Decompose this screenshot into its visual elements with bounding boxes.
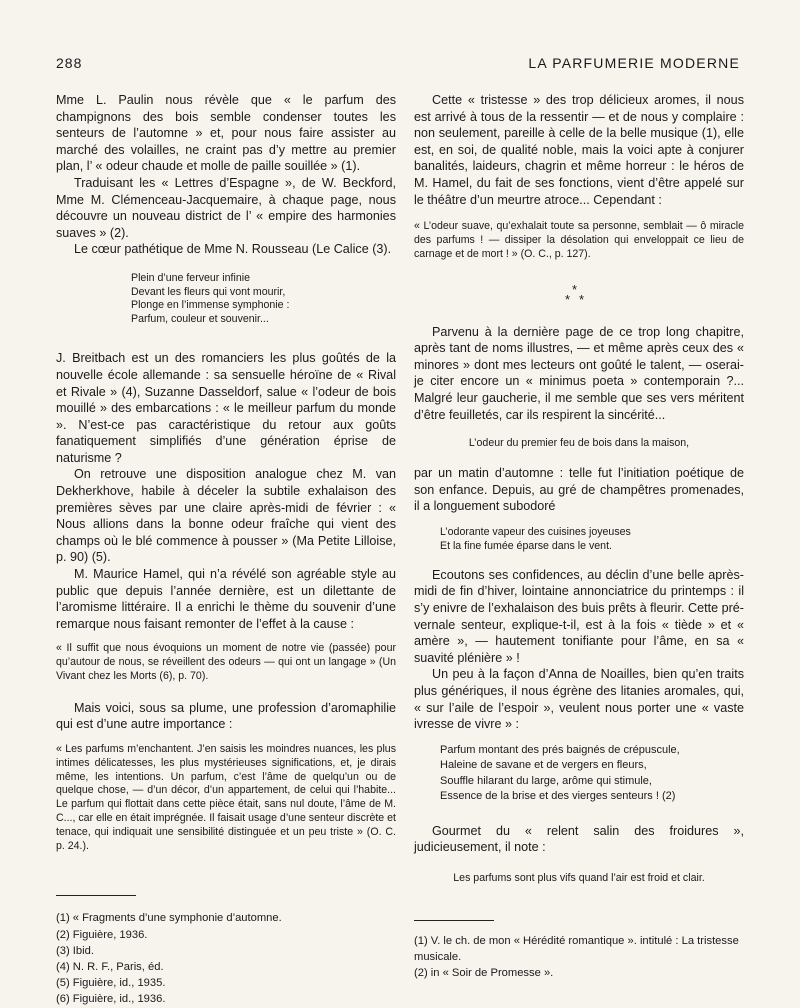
paragraph: Parvenu à la dernière page de ce trop long chapitre, après tant de noms illustres, — et même après ceux des « minores » dont mes lecteurs ont goûté le talent, — oserai-je citer encore un « minimus poeta » contemporain ?... Malgré leur gaucherie, il me semble que ses vers méritent d’être feuilletés, car ils respirent la sincérité... bbox=[414, 324, 744, 422]
footnote: (2) Figuière, 1936. bbox=[56, 928, 148, 941]
paragraph: Gourmet du « relent salin des froidures », judicieusement, il note : bbox=[414, 823, 744, 855]
footnote-rule bbox=[414, 920, 494, 921]
verse-line: Parfum montant des prés baignés de crépuscule, bbox=[440, 743, 680, 756]
verse-line: Souffle hilarant du large, arôme qui stimule, bbox=[440, 774, 652, 787]
footnote: (6) Figuière, id., 1936. bbox=[56, 993, 166, 1006]
verse-line: L’odeur du premier feu de bois dans la maison, bbox=[468, 437, 690, 450]
block-quote: « Il suffit que nous évoquions un moment de notre vie (passée) pour qu’autour de nous, se réveillent des odeurs — qui ont un langage » (Un Vivant chez les Morts (6), p. 70). bbox=[56, 642, 396, 682]
verse-line: Les parfums sont plus vifs quand l’air est froid et clair. bbox=[453, 872, 705, 885]
paragraph: J. Breitbach est un des romanciers les plus goûtés de la nouvelle école allemande : sa sensuelle héroïne de « Rival et Rivale » (4), Suzanne Dasseldorf, salue « l’odeur de bois mouillé » des embarcations : « le meilleur parfum du monde ». N’est-ce pas caractéristique du retour aux goûts fanatiquement simplifiés d’une génération éprise de naturisme ? bbox=[56, 351, 396, 465]
footnote: (4) N. R. F., Paris, éd. bbox=[56, 960, 164, 973]
paragraph: M. Maurice Hamel, qui n’a révélé son agréable style au public que depuis l’année dernière, est un dilettante de l’aromisme littéraire. Il a enrichi le thème du souvenir d’une remarque nous faisant remonter de l’effet à la cause : bbox=[56, 567, 396, 631]
footnotes bbox=[56, 910, 396, 1007]
section-break-asterism bbox=[414, 278, 744, 314]
footnote: (5) Figuière, id., 1935. bbox=[56, 977, 166, 990]
paragraph: par un matin d’automne : telle fut l’initiation poétique de son enfance. Depuis, au gré de champêtres promenades, il a longuement subodoré bbox=[414, 466, 744, 514]
block-quote: « L’odeur suave, qu’exhalait toute sa personne, semblait — ô miracle des parfums ! — dissiper la désolation qui enveloppait ce lieu de carnage et de mort ! » (O. C., p. 127). bbox=[414, 220, 744, 260]
running-title: LA PARFUMERIE MODERNE bbox=[528, 55, 740, 71]
paragraph: Mme L. Paulin nous révèle que « le parfum des champignons des bois semble condenser toutes les senteurs de l’automne » et, pour nous faire assister au marché des volailles, ne craint pas d’y mettre au premier plan, l’ « odeur chaude et molle de paille souillée » (1). bbox=[56, 93, 396, 174]
paragraph: Cette « tristesse » des trop délicieux aromes, il nous est arrivé à tous de la ressentir — et de nous y complaire : non seulement, pareille à celle de la belle musique (1), elle est, en soi, de qualité noble, mais la voici apte à conjurer banalités, laideurs, chagrin et même horreur : le héros de M. Hamel, du fait de ses fonctions, vient d’être appelé sur le théâtre d’un meurtre atroce... Cependant : bbox=[414, 93, 744, 207]
verse-line: Plein d’une ferveur infinie bbox=[131, 271, 250, 284]
asterisk-icon: * bbox=[579, 291, 585, 307]
verse-line: Et la fine fumée éparse dans le vent. bbox=[440, 539, 612, 552]
paragraph: Un peu à la façon d’Anna de Noailles, bien qu’en traits plus génériques, il nous égrène des litanies aromales, qui, « sur l’aile de l’espoir », veulent nous porter une « vaste ivresse de vivre » : bbox=[414, 667, 744, 732]
paragraph: On retrouve une disposition analogue chez M. van Dekherkhove, habile à déceler la subtile exhalaison des premières sèves par une claire après-midi de février : « Nous allions dans la bonne odeur fraîche qui vient des champs où le blé commence à pousser » (Ma Petite Lilloise, p. 90) (5). bbox=[56, 467, 396, 565]
verse-line: Essence de la brise et des vierges senteurs ! (2) bbox=[440, 790, 676, 803]
verse-line: Parfum, couleur et souvenir... bbox=[131, 312, 269, 325]
footnote: (3) Ibid. bbox=[56, 944, 94, 957]
paragraph: Mais voici, sous sa plume, une profession d’aromaphilie qui est d’une autre importance : bbox=[56, 700, 396, 732]
footnote: (2) in « Soir de Promesse ». bbox=[414, 967, 554, 980]
footnotes bbox=[414, 933, 744, 982]
verse-line: Devant les fleurs qui vont mourir, bbox=[131, 285, 286, 298]
verse-line: Haleine de savane et de vergers en fleurs, bbox=[440, 759, 647, 772]
left-column bbox=[56, 92, 396, 1008]
verse-line: Plonge en l’immense symphonie : bbox=[131, 299, 290, 312]
paragraph: Traduisant les « Lettres d’Espagne », de W. Beckford, Mme M. Clémenceau-Jacquemaire, à chaque page, nous découvre un nouveau district de l’ « empire des harmonies suaves » (2). bbox=[56, 175, 396, 240]
verse-quote bbox=[414, 743, 744, 805]
asterisk-icon: * bbox=[565, 291, 571, 307]
right-column bbox=[414, 92, 744, 982]
footnote-rule bbox=[56, 895, 136, 896]
paragraph: Ecoutons ses confidences, au déclin d’une belle après-midi de fin d’hiver, lointaine annonciatrice du printemps : il s’y enivre de l’exhalaison des buis prêts à fleurir. Cette pré-vernale senteur, explique-t-il, est à la fois « tiède » et « amère », — hautement tonifiante pour l’âme, en sa « suavité plénière » ! bbox=[414, 567, 744, 665]
asterisk-icon: * bbox=[572, 281, 578, 297]
verse-line: L’odorante vapeur des cuisines joyeuses bbox=[440, 525, 631, 538]
block-quote: « Les parfums m’enchantent. J’en saisis les moindres nuances, les plus intimes délicatesses, les plus mystérieuses significations, et, je dirais même, les intentions. Un parfum, c’est l’âme de quelqu’un ou de quelque chose, — d’un décor, d’un appartement, de celui qui l’habite... Le parfum qui flottait dans cette pièce était, sans nul doute, l’âme de M. C..., car elle en était imprégnée. Il faisait usage d’une senteur discrète et tenace, qui indiquait une sensibilité distinguée et un peu triste » (O. C. p. 24.). bbox=[56, 742, 396, 852]
verse-quote bbox=[414, 525, 744, 553]
verse-quote bbox=[56, 272, 396, 326]
page-number: 288 bbox=[56, 55, 83, 71]
footnote: (1) V. le ch. de mon « Hérédité romantique ». intitulé : La tristesse musicale. bbox=[414, 935, 739, 964]
paragraph: Le cœur pathétique de Mme N. Rousseau (Le Calice (3). bbox=[74, 242, 392, 257]
footnote: (1) « Fragments d’une symphonie d’automne. bbox=[56, 912, 282, 925]
